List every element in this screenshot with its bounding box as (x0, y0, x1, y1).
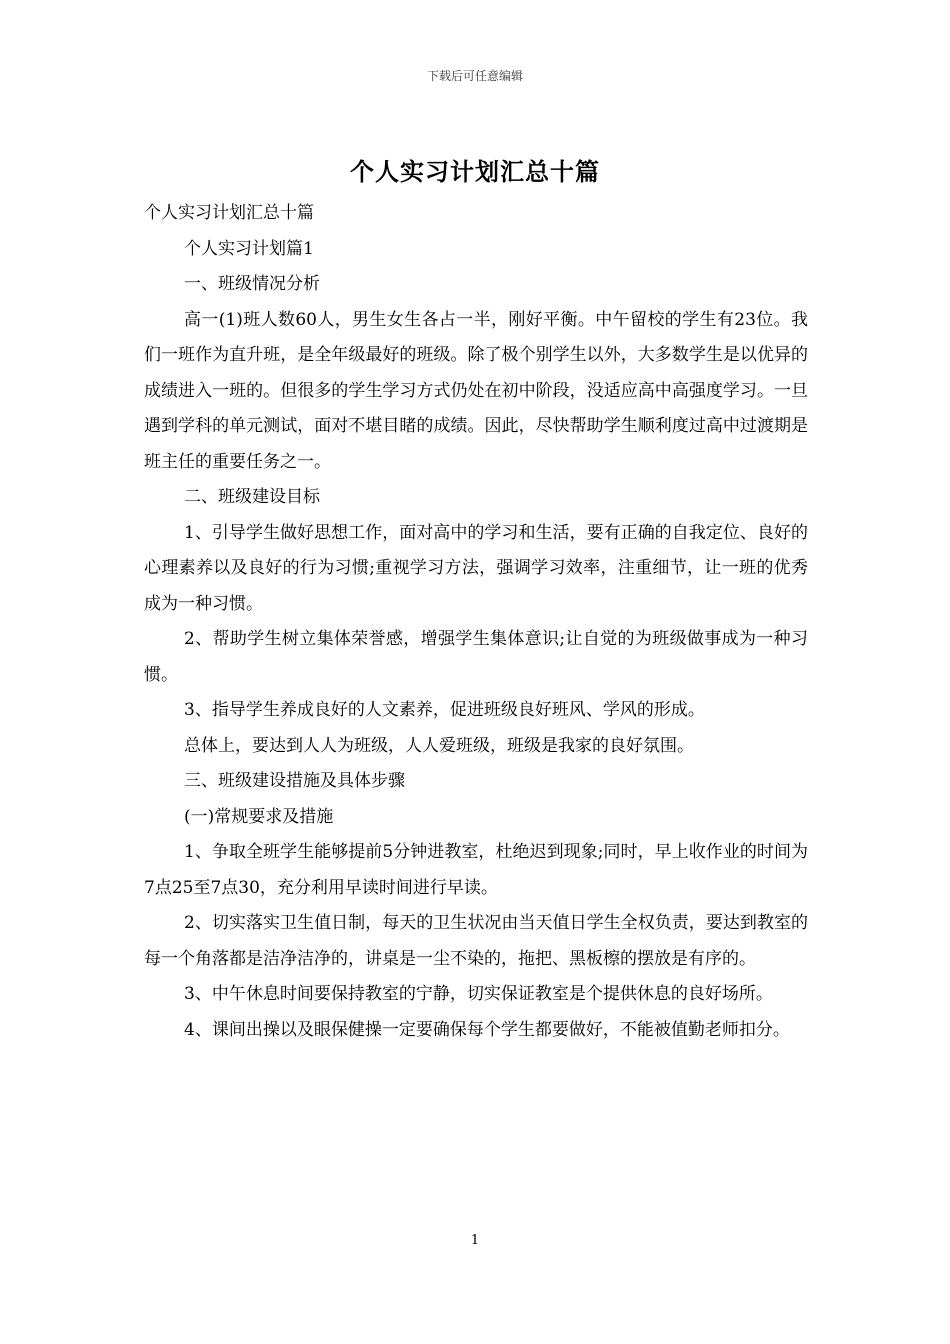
page-number: 1 (470, 1233, 480, 1248)
paragraph: (一)常规要求及措施 (184, 806, 334, 827)
paragraph: 高一(1)班人数60人，男生女生各占一半，刚好平衡。中午留校的学生有23位。我们一班作为直升班，是全年级最好的班级。除了极个别学生以外，大多数学生是以优异的成绩进入一班的。但很多的学生学习方式仍处在初中阶段，没适应高中高强度学习。一旦遇到学科的单元测试，面对不堪目睹的成绩。因此，尽快帮助学生顺利度过高中过渡期是班主任的重要任务之一。 (144, 309, 808, 472)
paragraph: 三、班级建设措施及具体步骤 (184, 771, 405, 791)
paragraph: 3、中午休息时间要保持教室的宁静，切实保证教室是个提供休息的良好场所。 (184, 984, 773, 1004)
paragraph: 3、指导学生养成良好的人文素养，促进班级良好班风、学风的形成。 (184, 700, 705, 720)
paragraph: 总体上，要达到人人为班级，人人爱班级，班级是我家的良好氛围。 (184, 735, 694, 756)
paragraph: 个人实习计划篇1 (184, 238, 314, 259)
paragraph: 4、课间出操以及眼保健操一定要确保每个学生都要做好，不能被值勤老师扣分。 (184, 1019, 790, 1040)
paragraph: 2、帮助学生树立集体荣誉感，增强学生集体意识;让自觉的为班级做事成为一种习惯。 (144, 629, 808, 685)
paragraph: 1、争取全班学生能够提前5分钟进教室，杜绝迟到现象;同时，早上收作业的时间为7点25至7点30，充分利用早读时间进行早读。 (144, 842, 808, 898)
paragraph: 二、班级建设目标 (184, 487, 320, 507)
document-body (144, 196, 808, 1048)
paragraph: 个人实习计划汇总十篇 (144, 203, 314, 223)
paragraph: 2、切实落实卫生值日制，每天的卫生状况由当天值日学生全权负责，要达到教室的每一个角落都是洁净洁净的，讲桌是一尘不染的，拖把、黑板檫的摆放是有序的。 (144, 913, 808, 969)
paragraph: 1、引导学生做好思想工作，面对高中的学习和生活，要有正确的自我定位、良好的心理素养以及良好的行为习惯;重视学习方法，强调学习效率，注重细节，让一班的优秀成为一种习惯。 (144, 522, 808, 614)
header-note: 下载后可任意编辑 (426, 69, 523, 83)
document-title: 个人实习计划汇总十篇 (350, 157, 600, 186)
paragraph: 一、班级情况分析 (184, 274, 320, 294)
